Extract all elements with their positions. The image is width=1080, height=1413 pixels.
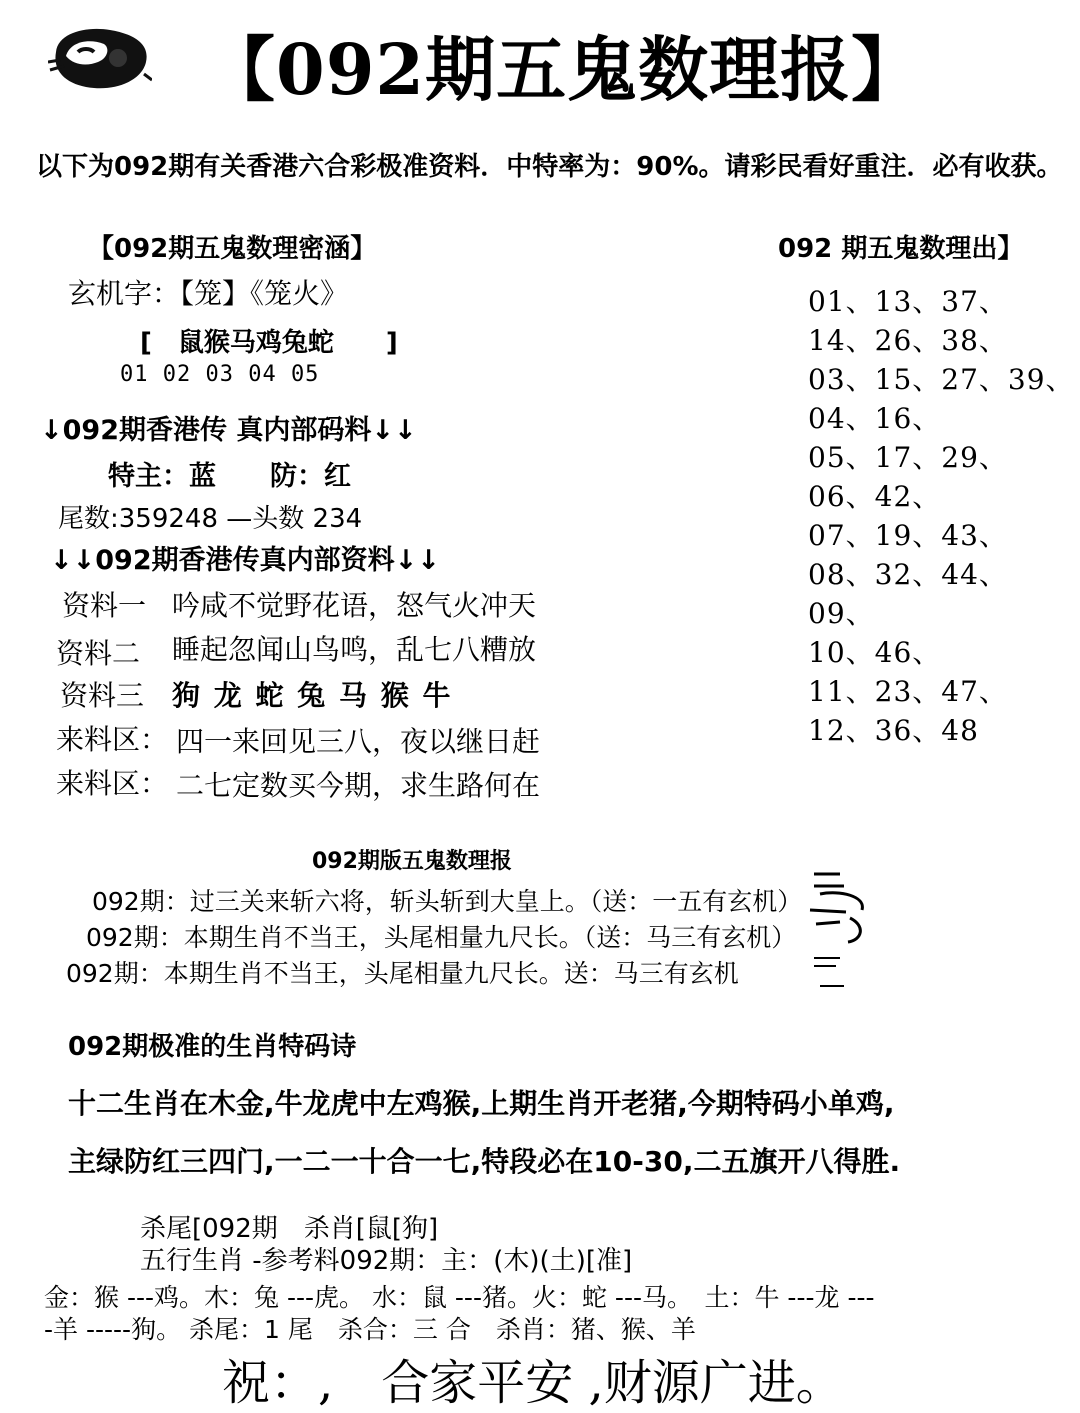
number-row: 10、46、 xyxy=(808,636,942,669)
middle-line-1: 092期：过三关来斩六将，斩头斩到大皇上。（送：一五有玄机） xyxy=(92,887,803,916)
numbers-row: 01 02 03 04 05 xyxy=(120,362,320,387)
number-row: 03、15、27、39、 xyxy=(808,363,1075,396)
page-title: 【092期五鬼数理报】 xyxy=(205,28,923,111)
number-row: 06、42、 xyxy=(808,480,942,513)
zodiac-bracket: [ 鼠猴马鸡兔蛇 ] xyxy=(140,328,398,358)
main-color-line: 特主：蓝 防：红 xyxy=(108,461,351,492)
tail-head-line: 尾数:359248 —头数 234 xyxy=(58,504,363,534)
info-label-3: 资料三 xyxy=(60,679,145,712)
hk-info-title: ↓↓092期香港传真内部资料↓↓ xyxy=(50,545,440,576)
right-section-title: 092 期五鬼数理出】 xyxy=(778,234,1024,264)
info-label-2: 资料二 xyxy=(56,637,141,670)
elements-line-2: -羊 -----狗。 杀尾：1 尾 杀合：三 合 杀肖：猪、猴、羊 xyxy=(44,1315,696,1344)
number-row: 12、36、48 xyxy=(808,714,979,747)
scribble-mark-icon xyxy=(800,866,880,996)
info-label-1: 资料一 xyxy=(62,589,147,622)
number-row: 07、19、43、 xyxy=(808,519,1008,552)
blessing-line: 祝：, 合家平安 ,财源广进。 xyxy=(222,1355,844,1411)
info-label-5: 来料区： xyxy=(56,767,169,800)
number-row: 11、23、47、 xyxy=(808,675,1008,708)
left-section-title: 【092期五鬼数理密涵】 xyxy=(88,234,377,264)
number-row: 05、17、29、 xyxy=(808,441,1008,474)
info-text-5: 二七定数买今期，求生路何在 xyxy=(176,769,541,802)
number-row: 04、16、 xyxy=(808,402,942,435)
ghost-face-logo-icon xyxy=(48,22,152,94)
hk-fax-title: ↓092期香港传 真内部码料↓↓ xyxy=(40,415,417,446)
middle-line-3: 092期：本期生肖不当王，头尾相量九尺长。送：马三有玄机 xyxy=(66,959,739,988)
elements-line-1: 金：猴 ---鸡。木：兔 ---虎。 水：鼠 ---猪。火：蛇 ---马。 土：牛 ---龙 --- xyxy=(44,1283,875,1312)
info-text-3: 狗 龙 蛇 兔 马 猴 牛 xyxy=(172,679,453,712)
middle-line-2: 092期：本期生肖不当王，头尾相量九尺长。（送：马三有玄机） xyxy=(86,923,797,952)
info-text-1: 吟咸不觉野花语，怒气火冲天 xyxy=(172,589,537,622)
info-label-4: 来料区： xyxy=(56,723,169,756)
intro-paragraph: 以下为092期有关香港六合彩极准资料．中特率为：90%。请彩民看好重注．必有收获。 xyxy=(36,152,1063,182)
middle-title: 092期版五鬼数理报 xyxy=(312,849,512,874)
poem-line-2: 主绿防红三四门,一二一十合一七,特段必在10-30,二五旗开八得胜. xyxy=(68,1145,901,1178)
mystery-word: 玄机字：【笼】《笼火》 xyxy=(68,277,349,310)
info-text-4: 四一来回见三八，夜以继日赶 xyxy=(176,725,541,758)
number-row: 08、32、44、 xyxy=(808,558,1008,591)
five-elements-line: 五行生肖 -参考料092期：主：(木)(土)[准] xyxy=(140,1246,633,1276)
number-row: 01、13、37、 xyxy=(808,285,1008,318)
number-row: 14、26、38、 xyxy=(808,324,1008,357)
number-row: 09、 xyxy=(808,597,875,630)
poem-title: 092期极准的生肖特码诗 xyxy=(68,1032,357,1062)
kill-line: 杀尾[092期 杀肖[鼠[狗] xyxy=(140,1214,439,1244)
info-text-2: 睡起忽闻山鸟鸣，乱七八糟放 xyxy=(172,633,537,666)
poem-line-1: 十二生肖在木金,牛龙虎中左鸡猴,上期生肖开老猪,今期特码小单鸡, xyxy=(68,1087,895,1120)
